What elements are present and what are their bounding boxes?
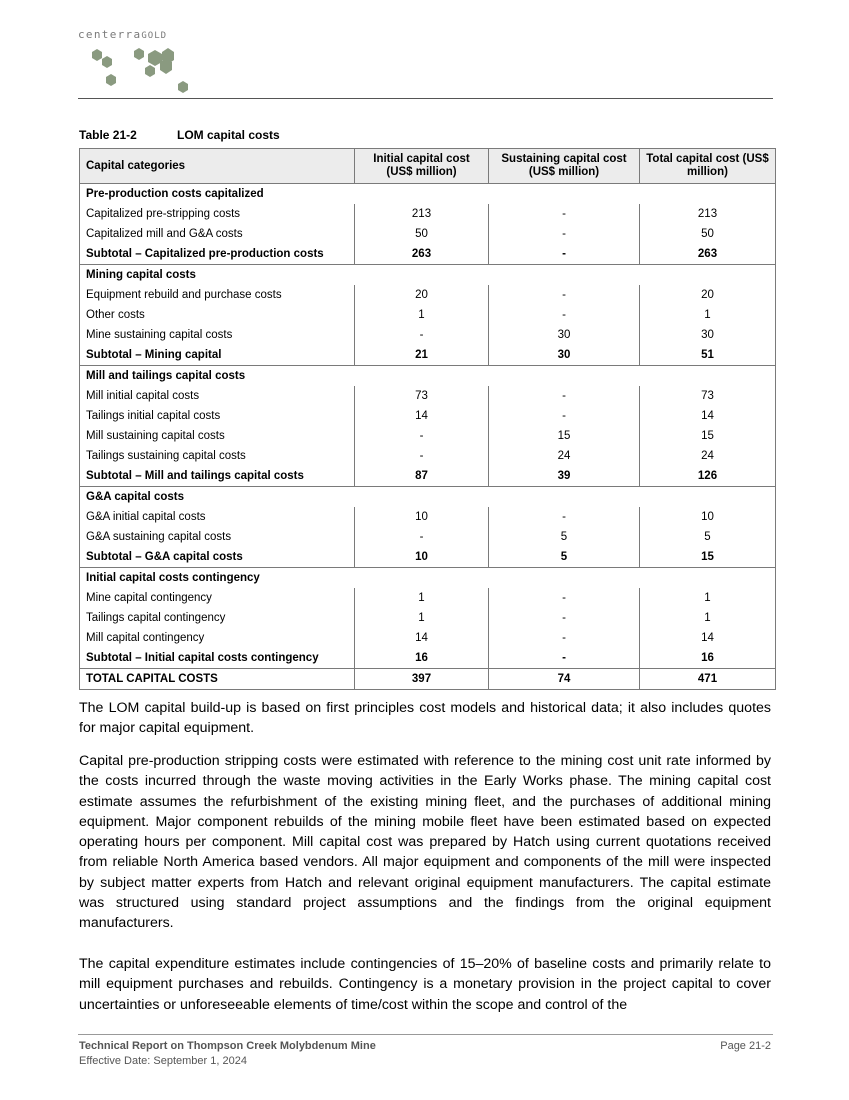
row-label: Subtotal – Initial capital costs contingency [86,652,319,664]
table-subtotal-row [80,466,776,487]
sustaining-cost-cell: 5 [489,547,640,568]
initial-cost-cell: 10 [355,547,489,568]
initial-cost-cell: - [355,446,489,466]
logo-text-sub: GOLD [141,31,168,41]
sustaining-cost-cell: - [489,224,640,244]
col-header-initial: Initial capital cost (US$ million) [355,149,489,184]
row-label: Capitalized mill and G&A costs [86,228,243,240]
initial-cost-cell: 16 [355,648,489,669]
logo-wordmark [78,28,167,41]
col-header-sustaining: Sustaining capital cost (US$ million) [489,149,640,184]
category-label: Pre-production costs capitalized [80,184,776,205]
initial-cost-cell: 397 [355,669,489,690]
sustaining-cost-cell: 5 [489,527,640,547]
initial-cost-cell: 213 [355,204,489,224]
sustaining-cost-cell: 30 [489,325,640,345]
initial-cost-cell: - [355,527,489,547]
table-row [80,204,776,224]
row-label: G&A sustaining capital costs [86,531,232,543]
table-row [80,305,776,325]
total-cost-cell: 5 [640,527,776,547]
total-cost-cell: 10 [640,507,776,527]
total-cost-cell: 51 [640,345,776,366]
sustaining-cost-cell: 24 [489,446,640,466]
initial-cost-cell: 73 [355,386,489,406]
total-cost-cell: 471 [640,669,776,690]
table-row [80,628,776,648]
table-category-row [80,568,776,589]
table-row [80,224,776,244]
table-row [80,507,776,527]
table-category-row [80,366,776,387]
sustaining-cost-cell: - [489,386,640,406]
table-category-row [80,184,776,205]
table-header-row [80,149,776,184]
total-cost-cell: 1 [640,608,776,628]
category-label: G&A capital costs [80,487,776,508]
logo-text-main: centerra [78,28,142,41]
col-header-category: Capital categories [80,149,355,184]
table-subtotal-row [80,648,776,669]
hexagon-cluster-icon [82,44,202,96]
table-caption [79,128,280,142]
row-label: Mill capital contingency [86,632,205,644]
row-label: Tailings capital contingency [86,612,226,624]
initial-cost-cell: - [355,426,489,446]
table-row [80,426,776,446]
total-cost-cell: 126 [640,466,776,487]
table-row [80,588,776,608]
sustaining-cost-cell: - [489,406,640,426]
category-label: Mining capital costs [80,265,776,286]
total-cost-cell: 14 [640,628,776,648]
category-label: Initial capital costs contingency [80,568,776,589]
row-label: Mine capital contingency [86,592,212,604]
total-cost-cell: 24 [640,446,776,466]
table-row [80,527,776,547]
footer-report-title: Technical Report on Thompson Creek Molybdenum Mine [79,1040,376,1052]
table-title: LOM capital costs [177,128,280,142]
row-label: G&A initial capital costs [86,511,206,523]
initial-cost-cell: 50 [355,224,489,244]
sustaining-cost-cell: - [489,608,640,628]
col-header-total: Total capital cost (US$ million) [640,149,776,184]
initial-cost-cell: 263 [355,244,489,265]
row-label: Equipment rebuild and purchase costs [86,289,282,301]
table-row [80,386,776,406]
table-body [80,184,776,690]
table-row [80,406,776,426]
sustaining-cost-cell: - [489,244,640,265]
total-cost-cell: 15 [640,426,776,446]
sustaining-cost-cell: - [489,628,640,648]
paragraph-contingencies: The capital expenditure estimates include contingencies of 15–20% of baseline costs and primarily relate to mill equipment purchases and rebuilds. Contingency is a monetary provision in the project capital to cover uncertainties or unforeseeable elements of time/cost within the scope and control of the [79,956,771,1013]
total-cost-cell: 1 [640,305,776,325]
paragraph-pre-production-stripping: Capital pre-production stripping costs were estimated with reference to the mining cost unit rate informed by the costs incurred through the waste moving activities in the Early Works phase. The mining capital cost estimate assumes the refurbishment of the existing mining fleet, and the purchases of additional mining equipment. Major component rebuilds of the mining mobile fleet have been estimated based on expected operating hours per component. Mill capital cost was prepared by Hatch using current quotations received from reliable North America based vendors. All major equipment and components of the mill were inspected by subject matter experts from Hatch and relevant original equipment manufacturers. The capital estimate was structured using standard project assumptions and the findings from the original equipment manufacturers. [79,753,771,932]
initial-cost-cell: 1 [355,608,489,628]
total-cost-cell: 30 [640,325,776,345]
total-cost-cell: 213 [640,204,776,224]
row-label: Mill initial capital costs [86,390,200,402]
sustaining-cost-cell: 15 [489,426,640,446]
initial-cost-cell: 14 [355,406,489,426]
category-label: Mill and tailings capital costs [80,366,776,387]
total-cost-cell: 14 [640,406,776,426]
total-cost-cell: 20 [640,285,776,305]
initial-cost-cell: 20 [355,285,489,305]
company-logo [78,28,208,96]
row-label: Other costs [86,309,145,321]
table-row [80,608,776,628]
initial-cost-cell: 14 [355,628,489,648]
row-label: Mill sustaining capital costs [86,430,225,442]
sustaining-cost-cell: 74 [489,669,640,690]
capital-costs-table [79,148,776,690]
row-label: Subtotal – Mining capital [86,349,222,361]
row-label: Subtotal – G&A capital costs [86,551,243,563]
total-cost-cell: 1 [640,588,776,608]
sustaining-cost-cell: - [489,648,640,669]
footer-divider [78,1034,773,1035]
table-category-row [80,487,776,508]
row-label: Subtotal – Mill and tailings capital costs [86,470,304,482]
table-subtotal-row [80,345,776,366]
footer-effective-date: Effective Date: September 1, 2024 [79,1055,247,1067]
table-number: Table 21-2 [79,128,137,142]
total-cost-cell: 73 [640,386,776,406]
sustaining-cost-cell: - [489,204,640,224]
paragraph-capital-buildup: The LOM capital build-up is based on first principles cost models and historical data; it also includes quotes for major capital equipment. [79,700,771,737]
header-divider [78,98,773,99]
sustaining-cost-cell: - [489,588,640,608]
row-label: TOTAL CAPITAL COSTS [80,669,355,690]
initial-cost-cell: 1 [355,588,489,608]
table-category-row [80,265,776,286]
initial-cost-cell: - [355,325,489,345]
row-label: Subtotal – Capitalized pre-production costs [86,248,324,260]
row-label: Mine sustaining capital costs [86,329,233,341]
total-cost-cell: 50 [640,224,776,244]
row-label: Tailings initial capital costs [86,410,221,422]
sustaining-cost-cell: - [489,285,640,305]
table-row [80,446,776,466]
footer-page-number: Page 21-2 [720,1040,771,1052]
initial-cost-cell: 1 [355,305,489,325]
table-row [80,325,776,345]
initial-cost-cell: 87 [355,466,489,487]
initial-cost-cell: 21 [355,345,489,366]
table-subtotal-row [80,547,776,568]
sustaining-cost-cell: - [489,507,640,527]
sustaining-cost-cell: - [489,305,640,325]
initial-cost-cell: 10 [355,507,489,527]
row-label: Tailings sustaining capital costs [86,450,246,462]
total-cost-cell: 15 [640,547,776,568]
row-label: Capitalized pre-stripping costs [86,208,241,220]
total-cost-cell: 16 [640,648,776,669]
table-total-row [80,669,776,690]
table-subtotal-row [80,244,776,265]
total-cost-cell: 263 [640,244,776,265]
table-row [80,285,776,305]
sustaining-cost-cell: 30 [489,345,640,366]
sustaining-cost-cell: 39 [489,466,640,487]
